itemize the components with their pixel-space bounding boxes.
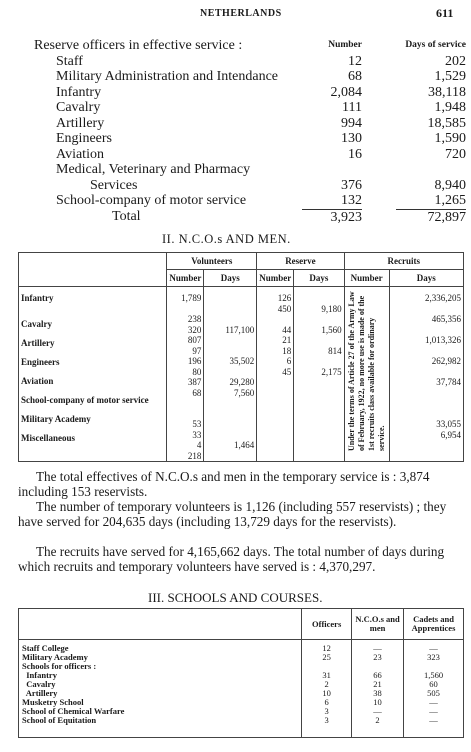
row-days: 1,529 <box>434 69 466 84</box>
reserve-heading: Reserve officers in effective service : <box>34 38 243 53</box>
row-days: 1,265 <box>434 193 466 208</box>
running-header: NETHERLANDS <box>200 8 282 19</box>
category-label: Artillery <box>21 338 55 348</box>
recruits-note-cell <box>344 287 389 462</box>
row-number: 994 <box>341 115 362 131</box>
row-days: 202 <box>445 53 466 69</box>
row-days: 720 <box>445 146 466 162</box>
category-label-list <box>21 293 164 443</box>
row-number: 2,084 <box>330 84 362 100</box>
vol-number-col: 1,789 238 320 807 97 196 80 387 68 53 33 4 218 <box>167 287 204 462</box>
volunteers-header: Volunteers <box>167 253 257 270</box>
category-label: Military Academy <box>21 414 91 424</box>
reserve-officers-table <box>34 38 471 224</box>
page-number: 611 <box>436 6 454 20</box>
res-days-header: Days <box>294 270 344 287</box>
row-number: 130 <box>341 131 362 146</box>
col-number-header: Number <box>328 40 362 50</box>
reserve-row <box>34 54 471 70</box>
blank-header <box>19 253 167 287</box>
reserve-row-school <box>34 193 471 209</box>
category-label: Aviation <box>21 376 54 386</box>
col-days-header: Days of service <box>405 40 466 50</box>
reserve-header: Reserve <box>257 253 344 270</box>
cadets-header: Cadets and Apprentices <box>404 609 464 640</box>
reserve-rows <box>34 54 471 163</box>
reserve-row-medical <box>34 162 471 178</box>
section-2-title: II. N.C.O.s AND MEN. <box>162 232 291 246</box>
para-temporary-volunteers: The number of temporary volunteers is 1,126 (including 557 reservists) ; they have served for 204,635 days (including 13,729 days for the reservists). <box>18 499 447 529</box>
category-label: School-company of motor service <box>21 395 149 405</box>
reserve-row <box>34 147 471 163</box>
row-label: Services <box>90 177 138 193</box>
reserve-row <box>34 100 471 116</box>
row-days: 18,585 <box>427 115 466 131</box>
row-days: 1,948 <box>434 100 466 115</box>
res-number-header: Number <box>257 270 294 287</box>
row-label: Staff <box>56 53 83 69</box>
rec-days-header: Days <box>389 270 463 287</box>
row-label: Artillery <box>56 115 105 131</box>
vol-days-header: Days <box>204 270 257 287</box>
row-label: Engineers <box>56 131 112 146</box>
schools-courses-table <box>18 608 464 738</box>
row-number: 111 <box>342 100 362 115</box>
row-days: 8,940 <box>434 177 466 193</box>
category-labels <box>19 287 167 462</box>
row-number: 12 <box>348 53 362 69</box>
reserve-row <box>34 131 471 147</box>
nco-men-table <box>18 252 464 462</box>
category-label: Cavalry <box>21 319 52 329</box>
row-label: Cavalry <box>56 100 101 115</box>
total-number: 3,923 <box>302 209 362 226</box>
recruits-note: Under the terms of Article 27 of the Army Law of February, 1922, no more use is made of the 1st recruits class available for ordinary service. <box>346 291 386 451</box>
row-number: 132 <box>341 193 362 208</box>
blank-header <box>19 609 302 640</box>
section-3-title: III. SCHOOLS AND COURSES. <box>148 590 323 605</box>
total-days: 72,897 <box>396 209 466 226</box>
row-number: 376 <box>341 177 362 193</box>
res-number-col: 126 450 44 21 18 6 45 <box>257 287 294 462</box>
vol-days-col: 117,100 35,502 29,280 7,560 1,464 <box>204 287 257 462</box>
school-labels: Staff College Military Academy Schools for officers : Infantry Cavalry Artillery Musketry School School of Chemical Warfare School of Equitation <box>19 640 302 738</box>
row-number: 68 <box>348 69 362 84</box>
row-label: School-company of motor service <box>56 193 247 208</box>
vol-number-header: Number <box>167 270 204 287</box>
para-recruits-days: The recruits have served for 4,165,662 days. The total number of days during which recruits and temporary volunteers have served is : 4,370,297. <box>18 544 445 574</box>
row-label: Aviation <box>56 146 104 162</box>
rec-days-col: 2,336,205 465,356 1,013,326 262,982 37,784 33,055 6,954 <box>389 287 463 462</box>
row-days: 1,590 <box>434 131 466 146</box>
row-days: 38,118 <box>428 84 466 100</box>
res-days-col: 9,180 1,560 814 2,175 <box>294 287 344 462</box>
row-number: 16 <box>348 146 362 162</box>
officers-col: 12 25 31 2 10 6 3 3 <box>302 640 352 738</box>
reserve-row-total <box>34 209 471 225</box>
officers-header: Officers <box>302 609 352 640</box>
para-total-effectives: The total effectives of N.C.O.s and men in the temporary service is : 3,874 including 153 reservists. <box>18 469 430 499</box>
recruits-header: Recruits <box>344 253 463 270</box>
nco-col: — 23 66 21 38 10 — 2 <box>352 640 404 738</box>
row-label: Medical, Veterinary and Pharmacy <box>56 162 251 177</box>
nco-header: N.C.O.s and men <box>352 609 404 640</box>
category-label: Miscellaneous <box>21 433 75 443</box>
category-label: Infantry <box>21 293 54 303</box>
category-label: Engineers <box>21 357 60 367</box>
reserve-row <box>34 116 471 132</box>
row-label: Military Administration and Intendance <box>56 69 279 84</box>
rec-number-header: Number <box>344 270 389 287</box>
row-label: Infantry <box>56 84 102 100</box>
cadets-col: — 323 1,560 60 505 — — — <box>404 640 464 738</box>
total-label: Total <box>112 208 141 224</box>
reserve-row <box>34 85 471 101</box>
reserve-row-medical-cont <box>34 178 471 194</box>
reserve-row <box>34 69 471 85</box>
